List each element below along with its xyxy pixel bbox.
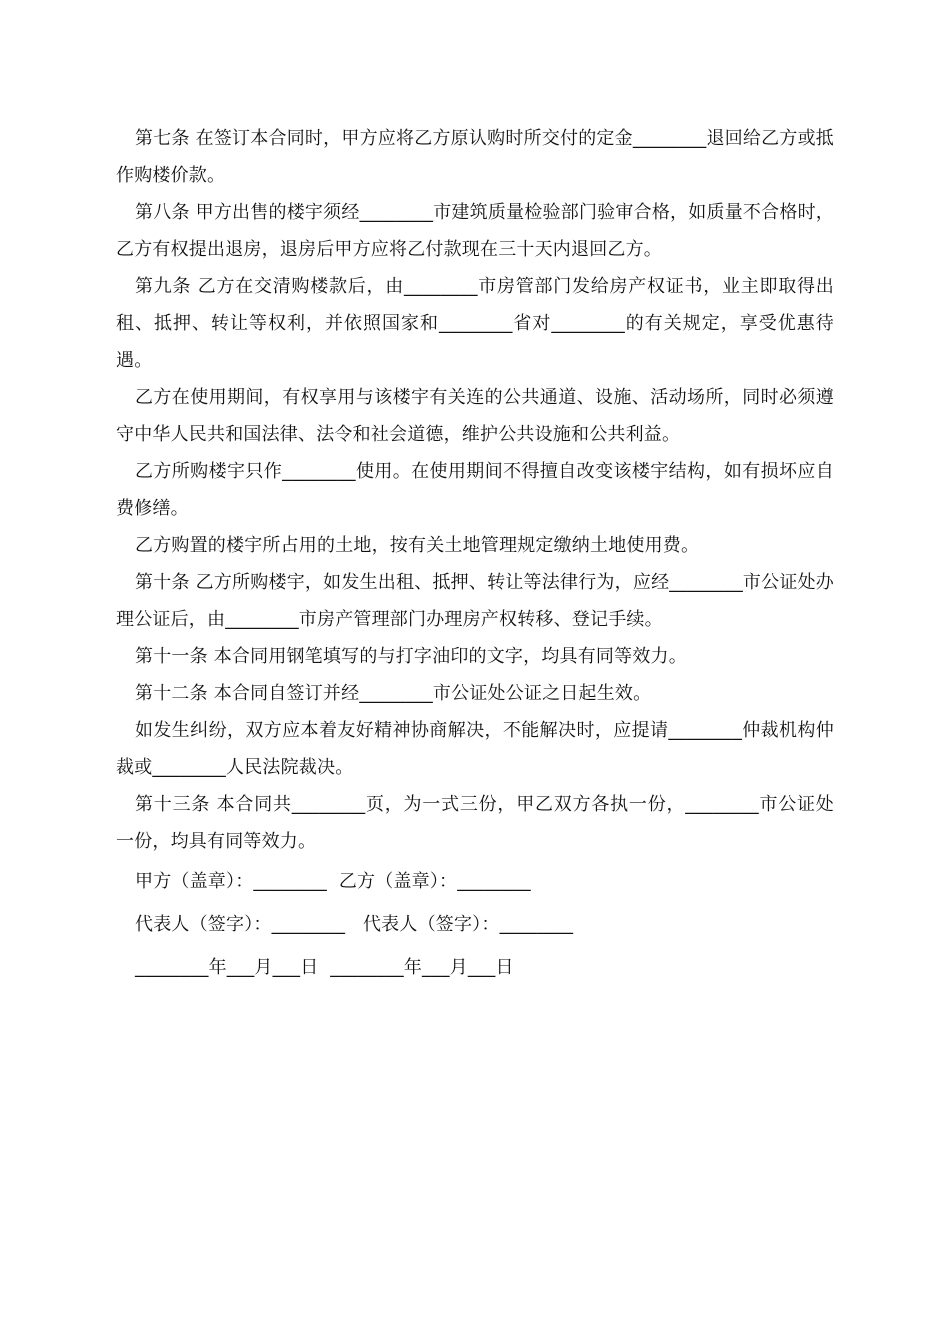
date-line: ________年___月___日 ________年___月___日 [135, 957, 514, 978]
article-13-paragraph: 第十三条 本合同共________页，为一式三份，甲乙双方各执一份，________市公证处一份，均具有同等效力。 [116, 794, 834, 852]
representative-line: 代表人（签字）：________ 代表人（签字）：________ [135, 914, 574, 935]
contract-page [116, 120, 834, 989]
dispute-paragraph: 如发生纠纷，双方应本着友好精神协商解决，不能解决时，应提请________仲裁机构仲裁或________人民法院裁决。 [116, 720, 834, 778]
article-11-paragraph: 第十一条 本合同用钢笔填写的与打字油印的文字，均具有同等效力。 [135, 646, 687, 667]
article-8-paragraph: 第八条 甲方出售的楼宇须经________市建筑质量检验部门验审合格，如质量不合格时，乙方有权提出退房，退房后甲方应将乙付款现在三十天内退回乙方。 [116, 202, 834, 260]
usage-restriction-paragraph: 乙方所购楼宇只作________使用。在使用期间不得擅自改变该楼宇结构，如有损坏应自费修缮。 [116, 461, 834, 519]
land-fee-paragraph: 乙方购置的楼宇所占用的土地，按有关土地管理规定缴纳土地使用费。 [135, 535, 700, 556]
article-12-paragraph: 第十二条 本合同自签订并经________市公证处公证之日起生效。 [135, 683, 652, 704]
seal-line: 甲方（盖章）：________ 乙方（盖章）：________ [135, 871, 531, 892]
article-9-paragraph: 第九条 乙方在交清购楼款后，由________市房管部门发给房产权证书，业主即取得出租、抵押、转让等权利，并依照国家和________省对________的有关规定，享受优惠待遇。 [116, 276, 834, 371]
article-7-paragraph: 第七条 在签订本合同时，甲方应将乙方原认购时所交付的定金________退回给乙方或抵作购楼价款。 [116, 128, 834, 186]
usage-rights-paragraph: 乙方在使用期间，有权享用与该楼宇有关连的公共通道、设施、活动场所，同时必须遵守中华人民共和国法律、法令和社会道德，维护公共设施和公共利益。 [116, 387, 834, 445]
article-10-paragraph: 第十条 乙方所购楼宇，如发生出租、抵押、转让等法律行为，应经________市公证处办理公证后，由________市房产管理部门办理房产权转移、登记手续。 [116, 572, 834, 630]
